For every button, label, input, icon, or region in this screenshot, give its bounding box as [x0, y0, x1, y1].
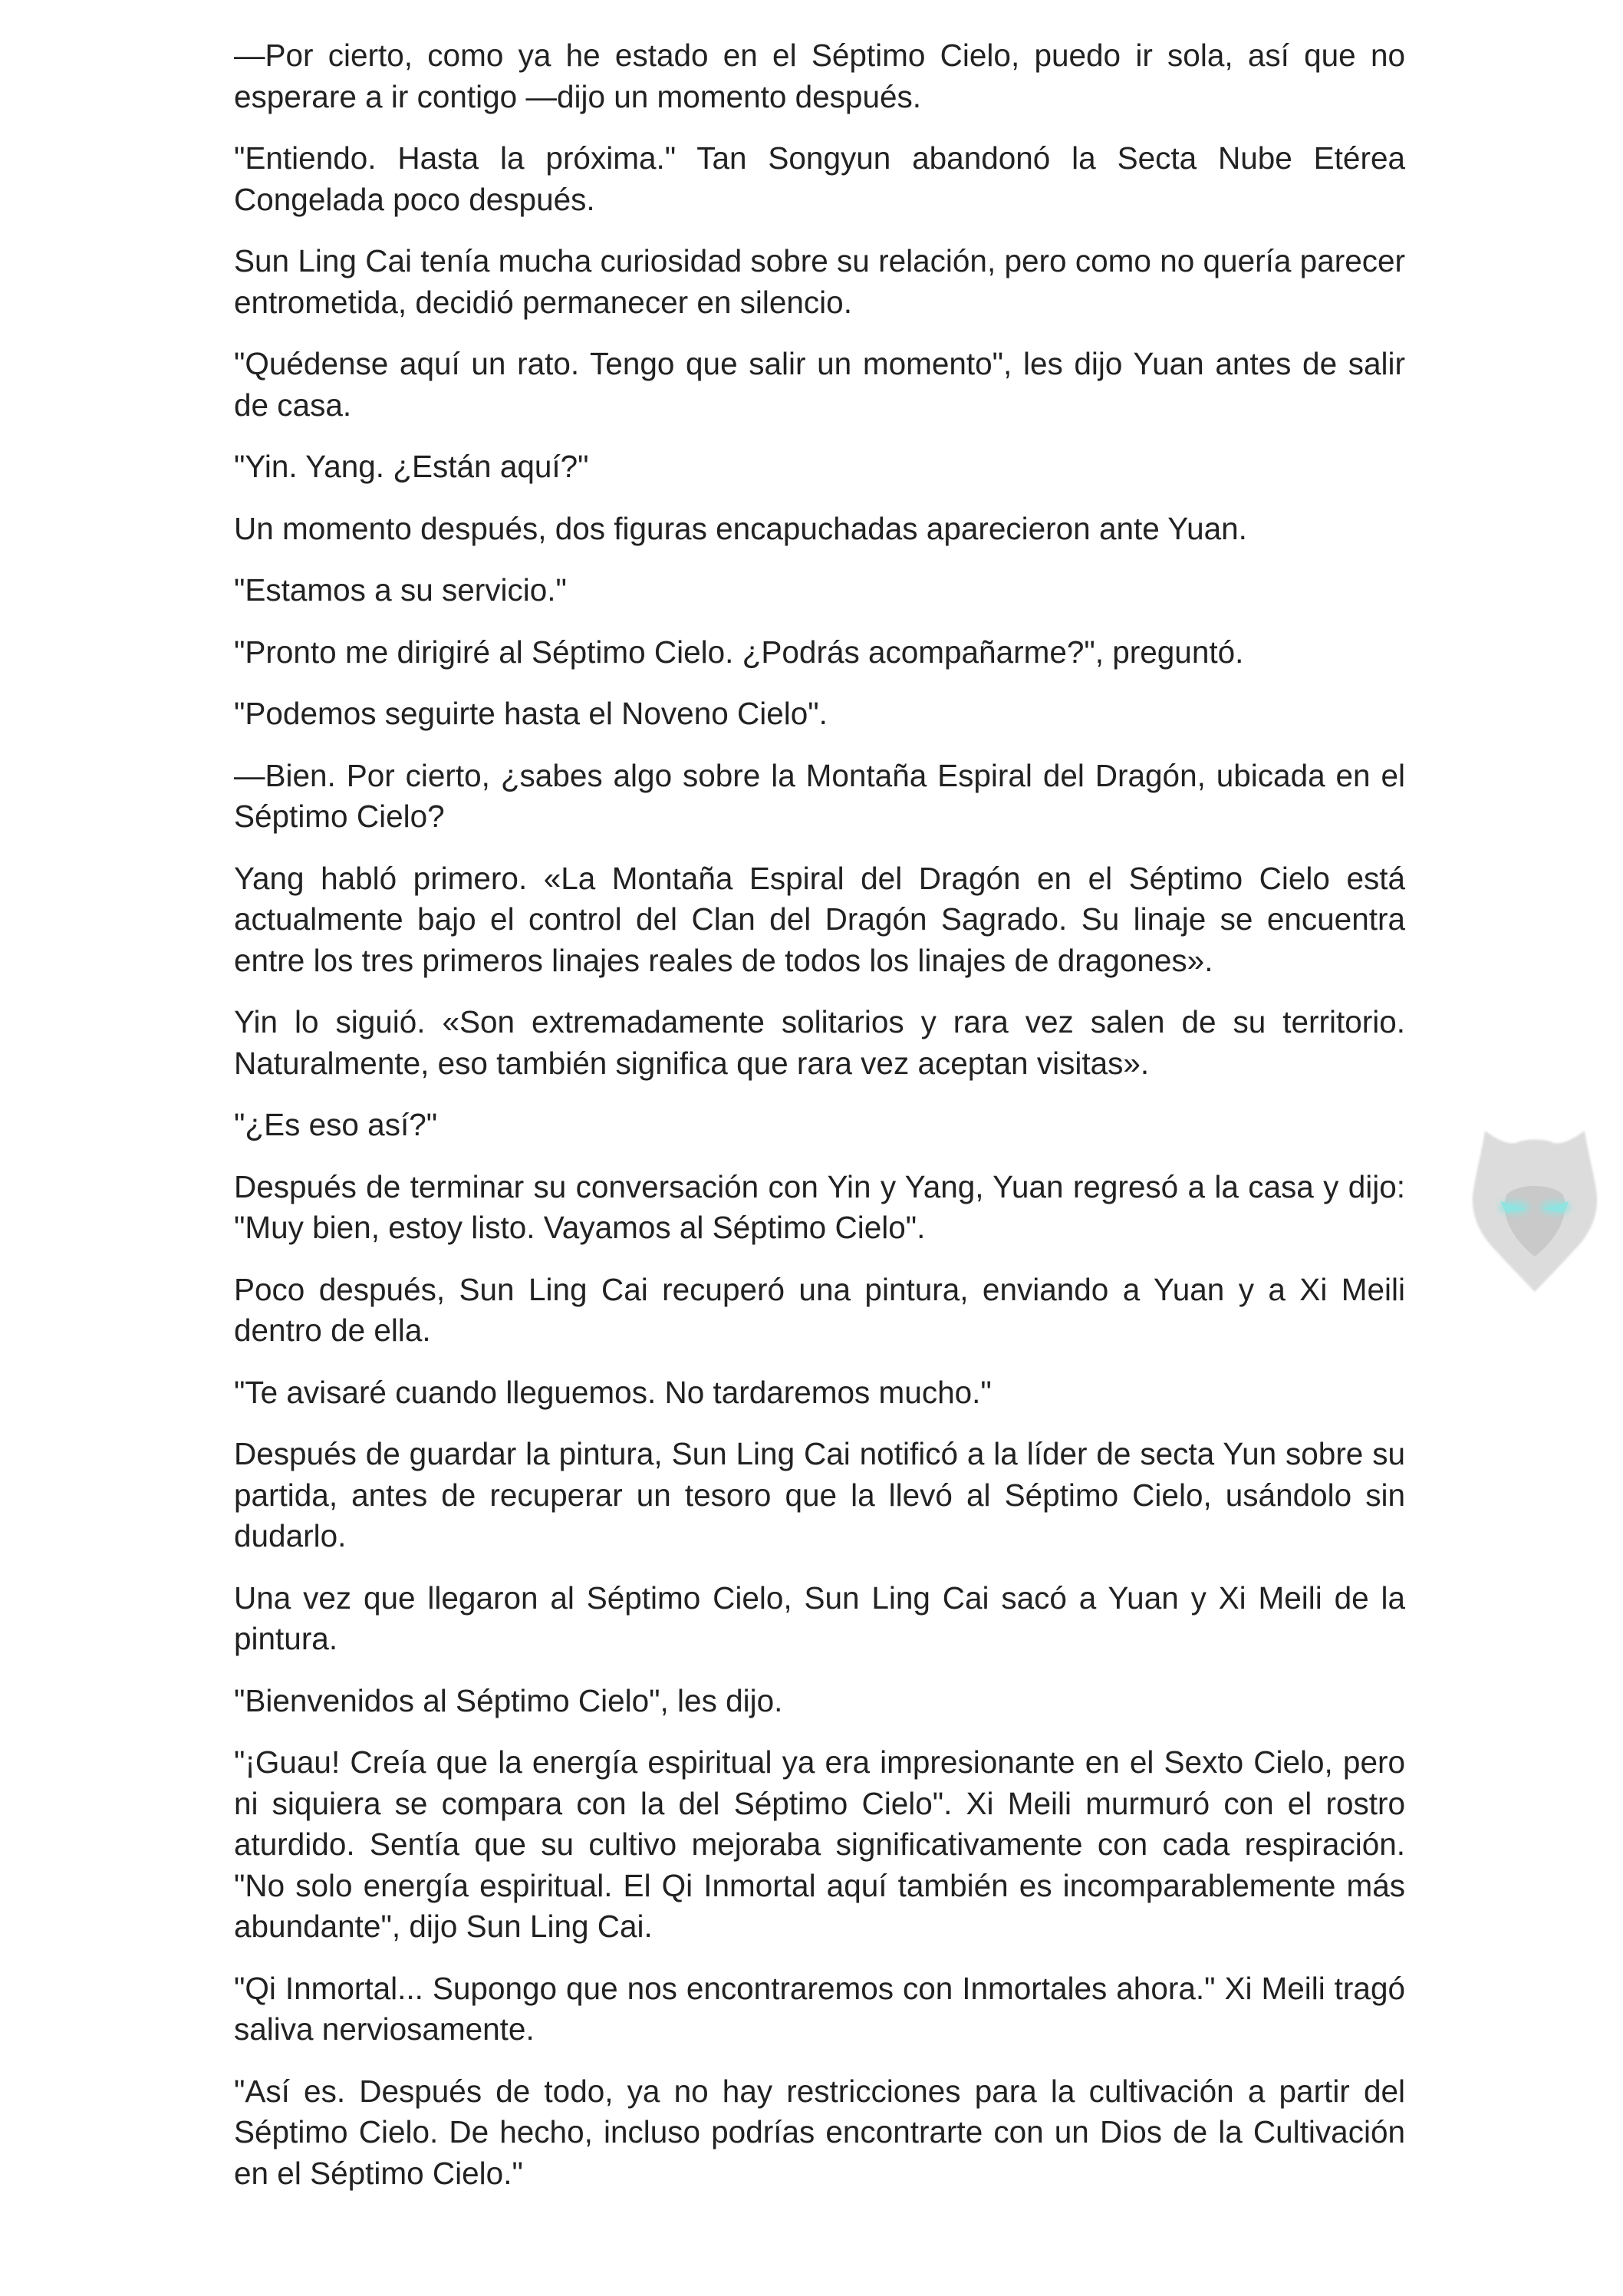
paragraph-1: —Por cierto, como ya he estado en el Séptimo Cielo, puedo ir sola, así que no esperare a ir contigo —dijo un momento después. [234, 38, 1405, 114]
paragraph-2: "Entiendo. Hasta la próxima." Tan Songyun abandonó la Secta Nube Etérea Congelada poco después. [234, 140, 1405, 217]
paragraph-5: "Yin. Yang. ¿Están aquí?" [234, 449, 589, 484]
paragraph-8: "Pronto me dirigiré al Séptimo Cielo. ¿Podrás acompañarme?", preguntó. [234, 634, 1244, 670]
paragraph-19: "Bienvenidos al Séptimo Cielo", les dijo. [234, 1682, 783, 1718]
watermark-svg [1462, 1122, 1608, 1298]
paragraph-9: "Podemos seguirte hasta el Noveno Cielo". [234, 696, 828, 731]
paragraph-10: —Bien. Por cierto, ¿sabes algo sobre la Montaña Espiral del Dragón, ubicada en el Séptimo Cielo? [234, 757, 1405, 834]
paragraph-7: "Estamos a su servicio." [234, 572, 567, 608]
hooded-demon-face-icon [1462, 1122, 1608, 1298]
paragraph-22: "Así es. Después de todo, ya no hay restricciones para la cultivación a partir del Séptimo Cielo. De hecho, incluso podrías encontrarte con un Dios de la Cultivación en el Séptimo Cielo." [234, 2073, 1405, 2191]
document-page [234, 35, 1405, 2215]
paragraph-18: Una vez que llegaron al Séptimo Cielo, Sun Ling Cai sacó a Yuan y Xi Meili de la pintura. [234, 1580, 1405, 1656]
paragraph-3: Sun Ling Cai tenía mucha curiosidad sobre su relación, pero como no quería parecer entrometida, decidió permanecer en silencio. [234, 243, 1405, 320]
paragraph-20: "¡Guau! Creía que la energía espiritual ya era impresionante en el Sexto Cielo, pero ni siquiera se compara con la del Séptimo Cielo". Xi Meili murmuró con el rostro aturdido. Sentía que su cultivo mejoraba significativamente con cada respiración. "No solo energía espiritual. El Qi Inmortal aquí también es incomparablemente más abundante", dijo Sun Ling Cai. [234, 1744, 1405, 1944]
paragraph-12: Yin lo siguió. «Son extremadamente solitarios y rara vez salen de su territorio. Naturalmente, eso también significa que rara vez aceptan visitas». [234, 1004, 1405, 1081]
paragraph-15: Poco después, Sun Ling Cai recuperó una pintura, enviando a Yuan y a Xi Meili dentro de ella. [234, 1271, 1405, 1348]
paragraph-4: "Quédense aquí un rato. Tengo que salir un momento", les dijo Yuan antes de salir de casa. [234, 346, 1405, 423]
paragraph-11: Yang habló primero. «La Montaña Espiral del Dragón en el Séptimo Cielo está actualmente bajo el control del Clan del Dragón Sagrado. Su linaje se encuentra entre los tres primeros linajes reales de todos los linajes de dragones». [234, 860, 1405, 978]
paragraph-14: Después de terminar su conversación con Yin y Yang, Yuan regresó a la casa y dijo: "Muy bien, estoy listo. Vayamos al Séptimo Cielo". [234, 1168, 1405, 1245]
paragraph-21: "Qi Inmortal... Supongo que nos encontraremos con Inmortales ahora." Xi Meili tragó saliva nerviosamente. [234, 1970, 1405, 2047]
paragraph-13: "¿Es eso así?" [234, 1107, 438, 1142]
paragraph-16: "Te avisaré cuando lleguemos. No tardaremos mucho." [234, 1374, 992, 1410]
paragraph-6: Un momento después, dos figuras encapuchadas aparecieron ante Yuan. [234, 510, 1247, 546]
paragraph-17: Después de guardar la pintura, Sun Ling Cai notificó a la líder de secta Yun sobre su partida, antes de recuperar un tesoro que la llevó al Séptimo Cielo, usándolo sin dudarlo. [234, 1436, 1405, 1553]
